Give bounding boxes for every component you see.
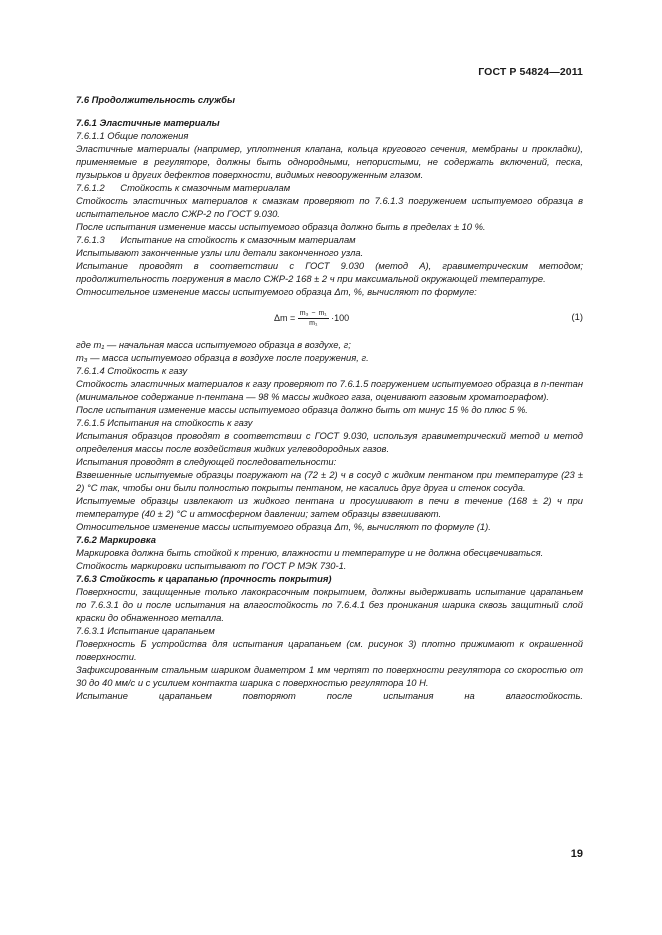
section-heading-7-6-1: 7.6.1 Эластичные материалы — [76, 117, 220, 128]
paragraph: Относительное изменение массы испытуемого образца Δm, %, вычисляют по формуле: — [76, 286, 477, 297]
paragraph: Поверхность Б устройства для испытания царапаньем (см. рисунок 3) плотно прижимают к окрашенной поверхности. — [76, 638, 583, 662]
formula-lhs: Δm = — [274, 313, 296, 323]
subsection-heading-7-6-3-1: 7.6.3.1 Испытание царапаньем — [76, 625, 215, 636]
document-id: ГОСТ Р 54824—2011 — [478, 66, 583, 78]
subsection-heading-7-6-1-1: 7.6.1.1 Общие положения — [76, 130, 189, 141]
paragraph: Стойкость эластичных материалов к газу проверяют по 7.6.1.5 погружением испытуемого образца в n-пентан (минимальное содержание n-пентана — 98 % массы жидкого газа, оценивают газовым хроматографом). — [76, 378, 583, 402]
formula-tail: ·100 — [331, 313, 350, 323]
formula-expression — [274, 309, 349, 328]
paragraph: m₃ — масса испытуемого образца в воздухе после погружения, г. — [76, 352, 369, 363]
paragraph: После испытания изменение массы испытуемого образца должно быть в пределах ± 10 %. — [76, 221, 486, 232]
formula-numerator: m₃ − m₁ — [299, 310, 327, 317]
section-heading-7-6-2: 7.6.2 Маркировка — [76, 534, 156, 545]
document-body — [76, 93, 583, 702]
paragraph: Относительное изменение массы испытуемого образца Δm, %, вычисляют по формуле (1). — [76, 521, 491, 532]
subsection-heading-7-6-1-3: 7.6.1.3 Испытание на стойкость к смазочным материалам — [76, 234, 356, 245]
paragraph: Поверхности, защищенные только лакокрасочным покрытием, должны выдерживать испытание царапаньем по 7.6.3.1 до и после испытания на влагостойкость по 7.6.4.1 без проникания шарика сквозь защитный слой краски до обнаженного металла. — [76, 586, 583, 623]
formula-denominator: m₁ — [309, 320, 318, 327]
paragraph: Испытания проводят в следующей последовательности: — [76, 456, 337, 467]
paragraph: Маркировка должна быть стойкой к трению, влажности и температуре и не должна обесцвечиваться. — [76, 547, 544, 558]
page-number: 19 — [570, 848, 583, 860]
paragraph: Взвешенные испытуемые образцы погружают на (72 ± 2) ч в сосуд с жидким пентаном при температуре (23 ± 2) °С так, чтобы они были полностью покрыты пентаном, не касались друг друга и стенок сосуда. — [76, 469, 583, 493]
paragraph: Эластичные материалы (например, уплотнения клапана, кольца кругового сечения, мембраны и прокладки), применяемые в регуляторе, должны быть однородными, непористыми, не содержать включений, песка, пузырьков и других дефектов поверхности, видимых невооруженным глазом. — [76, 143, 583, 180]
paragraph: Испытание царапаньем повторяют после испытания на влагостойкость. — [76, 690, 583, 701]
section-heading-7-6-3: 7.6.3 Стойкость к царапанью (прочность покрытия) — [76, 573, 332, 584]
subsection-heading-7-6-1-4: 7.6.1.4 Стойкость к газу — [76, 365, 188, 376]
paragraph: Испытание проводят в соответствии с ГОСТ 9.030 (метод А), гравиметрическим методом; продолжительность погружения в масло СЖР-2 168 ± 2 ч при максимальной окружающей температуре. — [76, 260, 583, 284]
subsection-heading-7-6-1-5: 7.6.1.5 Испытания на стойкость к газу — [76, 417, 253, 428]
formula-fraction — [298, 309, 329, 328]
paragraph: где m₁ — начальная масса испытуемого образца в воздухе, г; — [76, 339, 351, 350]
paragraph: Испытания образцов проводят в соответствии с ГОСТ 9.030, используя гравиметрический метод и метод определения массы после воздействия жидких углеводородных газов. — [76, 430, 583, 454]
formula-1 — [76, 304, 583, 334]
paragraph: Испытывают законченные узлы или детали законченного узла. — [76, 247, 364, 258]
paragraph: Испытуемые образцы извлекают из жидкого пентана и просушивают в печи в течение (168 ± 2) ч при температуре (40 ± 2) °С и атмосферном давлении; затем образцы взвешивают. — [76, 495, 583, 519]
paragraph: Зафиксированным стальным шариком диаметром 1 мм чертят по поверхности регулятора со скоростью от 30 до 40 мм/с и с усилием контакта шарика с поверхностью регулятора 10 Н. — [76, 664, 583, 688]
paragraph: После испытания изменение массы испытуемого образца должно быть от минус 15 % до плюс 5 %. — [76, 404, 528, 415]
formula-number: (1) — [571, 311, 583, 322]
paragraph: Стойкость эластичных материалов к смазкам проверяют по 7.6.1.3 погружением испытуемого образца в испытательное масло СЖР-2 по ГОСТ 9.030. — [76, 195, 583, 219]
subsection-heading-7-6-1-2: 7.6.1.2 Стойкость к смазочным материалам — [76, 182, 291, 193]
section-heading-7-6: 7.6 Продолжительность службы — [76, 94, 235, 105]
paragraph: Стойкость маркировки испытывают по ГОСТ Р МЭК 730-1. — [76, 560, 347, 571]
